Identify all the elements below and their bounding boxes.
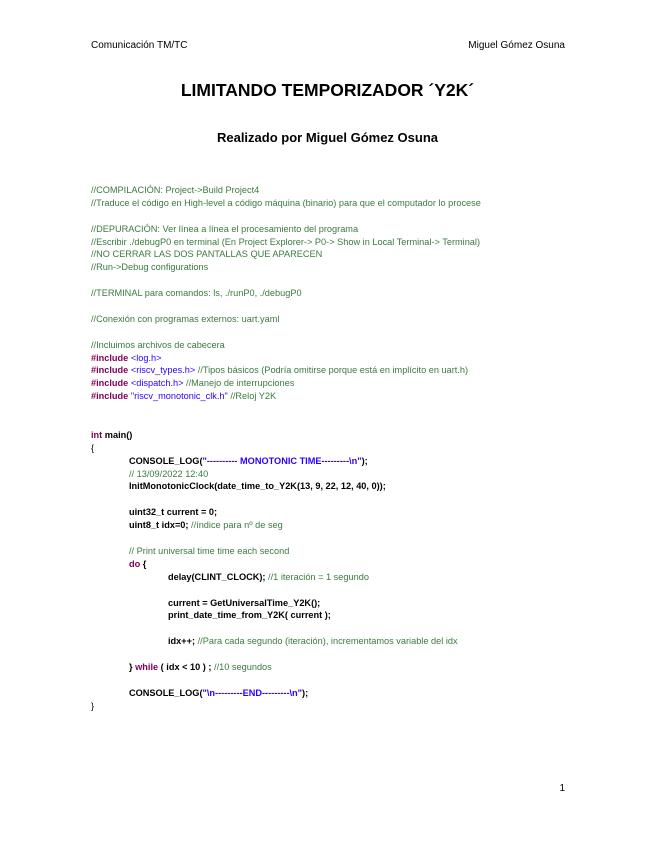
open-brace: { [91,442,95,453]
do-keyword: do [129,558,141,569]
include-line [91,364,481,377]
blank-line [91,532,481,545]
page-number: 1 [559,783,565,794]
blank-line [91,403,481,416]
string-literal: "---------- MONOTONIC TIME---------\n" [202,455,362,466]
idx-increment-line: idx++; //Para cada segundo (iteración), incrementamos variable del idx [168,636,458,647]
include-file: <riscv_types.h> [130,365,196,376]
close-brace: } [91,700,95,711]
include-keyword: #include [91,365,129,376]
current-assign-line: current = GetUniversalTime_Y2K(); [168,597,321,608]
idx-declaration: uint8_t idx=0; //índice para nº de seg [129,520,283,531]
blank-line [91,300,481,313]
blank-line [91,326,481,339]
include-line [91,352,481,365]
while-comment: //10 segundos [211,661,272,672]
include-comment: //Tipos básicos (Podría omitirse porque está en implícito en uart.h) [197,365,469,376]
int-keyword: int [91,429,103,440]
console-log-end-line: CONSOLE_LOG("\n---------END---------\n"); [129,687,309,698]
comment-line: //Run->Debug configurations [91,262,209,273]
console-log-line: CONSOLE_LOG("---------- MONOTONIC TIME---------\n"); [129,455,368,466]
comment-line: //Incluimos archivos de cabecera [91,339,225,350]
include-file: <dispatch.h> [130,378,184,389]
blank-line [91,584,481,597]
date-comment: // 13/09/2022 12:40 [129,468,209,479]
include-keyword: #include [91,378,129,389]
init-clock-line: InitMonotonicClock(date_time_to_Y2K(13, 9, 22, 12, 40, 0)); [129,481,386,492]
header-left: Comunicación TM/TC [91,40,188,51]
delay-comment: //1 iteración = 1 segundo [265,571,369,582]
current-declaration: uint32_t current = 0; [129,507,218,518]
delay-line: delay(CLINT_CLOCK); //1 iteración = 1 segundo [168,571,369,582]
blank-line [91,648,481,661]
comment-line: //DEPURACIÓN: Ver línea a línea el procesamiento del programa [91,223,359,234]
print-comment: // Print universal time time each second [129,545,290,556]
code-block [91,184,481,713]
comment-line: //COMPILACIÓN: Project->Build Project4 [91,185,260,195]
blank-line [91,674,481,687]
main-function: main() [102,429,133,440]
blank-line [91,622,481,635]
include-comment: //Reloj Y2K [230,391,277,402]
blank-line [91,274,481,287]
include-keyword: #include [91,391,129,402]
comment-line: //TERMINAL para comandos: ls, ./runP0, ./debugP0 [91,288,302,299]
main-signature [91,429,481,442]
print-date-line: print_date_time_from_Y2K( current ); [168,610,331,621]
while-keyword: while [135,661,159,672]
blank-line [91,493,481,506]
idx-increment-comment: //Para cada segundo (iteración), incrementamos variable del idx [195,636,458,647]
include-keyword: #include [91,352,129,363]
idx-comment: //índice para nº de seg [188,520,283,531]
include-comment: //Manejo de interrupciones [186,378,295,389]
comment-line: //Conexión con programas externos: uart.yaml [91,313,280,324]
comment-line: //Escribir ./debugP0 en terminal (En Project Explorer-> P0-> Show in Local Terminal-> Terminal) [91,236,481,247]
header-right: Miguel Gómez Osuna [468,40,565,51]
while-line: } while ( idx < 10 ) ; //10 segundos [129,661,272,672]
comment-line: //Traduce el código en High-level a código máquina (binario) para que el computador lo procese [91,197,481,208]
do-line: do { [129,558,147,569]
comment-line: //NO CERRAR LAS DOS PANTALLAS QUE APARECEN [91,249,323,260]
include-line [91,390,481,403]
blank-line [91,416,481,429]
blank-line [91,210,481,223]
string-literal: "\n---------END---------\n" [202,687,303,698]
include-file: <log.h> [130,352,162,363]
include-file: "riscv_monotonic_clk.h" [130,391,228,402]
document-subtitle: Realizado por Miguel Gómez Osuna [216,130,439,145]
include-line [91,377,481,390]
document-title: LIMITANDO TEMPORIZADOR ´Y2K´ [180,80,475,100]
